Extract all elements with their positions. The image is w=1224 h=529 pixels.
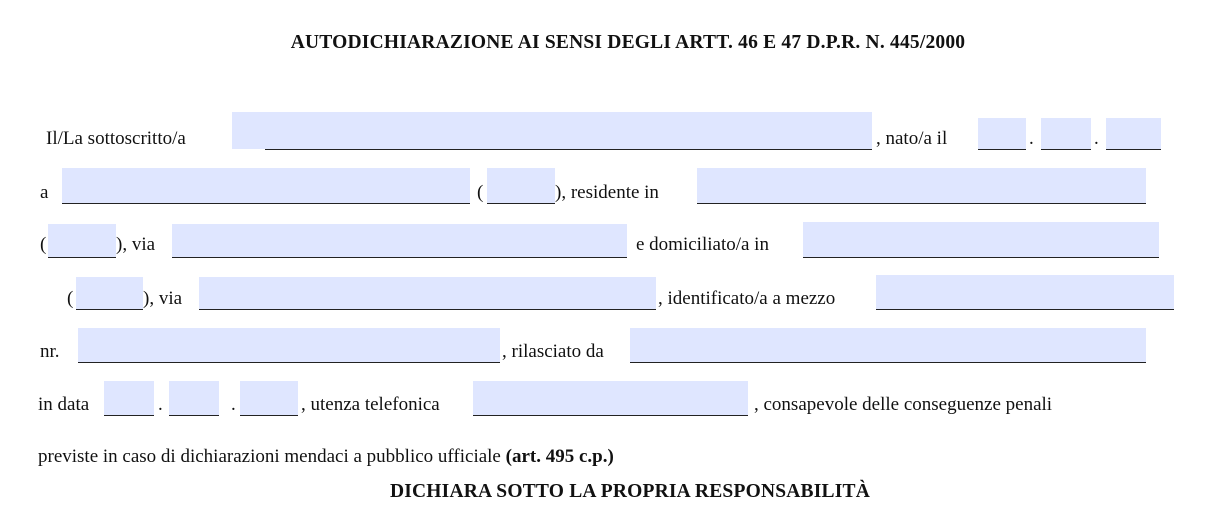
residence-city-field[interactable] [697,168,1146,203]
id-document-underline [876,309,1174,310]
label-in-data: in data [38,394,90,415]
id-number-underline [78,362,500,363]
residence-province-underline [48,257,116,258]
residence-street-underline [172,257,627,258]
date-separator: . [231,394,236,415]
name-underline [265,149,872,150]
birth-day-field[interactable] [978,118,1026,149]
residence-province-field[interactable] [48,224,116,257]
issue-day-field[interactable] [104,381,154,415]
issue-month-underline [169,415,219,416]
label-nato: , nato/a il [876,128,948,149]
label-nr: nr. [40,341,60,362]
phone-field[interactable] [473,381,748,415]
domicile-street-field[interactable] [199,277,656,309]
issue-year-field[interactable] [240,381,298,415]
birth-year-underline [1106,149,1161,150]
label-residente: ), residente in [555,182,659,203]
birth-place-field[interactable] [62,168,470,203]
label-rilasciato: , rilasciato da [502,341,604,362]
birth-day-underline [978,149,1026,150]
label-domiciliato: e domiciliato/a in [636,234,769,255]
page-title: AUTODICHIARAZIONE AI SENSI DEGLI ARTT. 46 E 47 D.P.R. N. 445/2000 [290,32,966,53]
id-number-field[interactable] [78,328,500,362]
residence-city-underline [697,203,1146,204]
birth-month-underline [1041,149,1091,150]
domicile-province-field[interactable] [76,277,143,309]
label-via: ), via [116,234,156,255]
label-a: a [40,182,49,203]
label-identificato: , identificato/a a mezzo [658,288,836,309]
birth-province-field[interactable] [487,168,555,203]
issued-by-field[interactable] [630,328,1146,362]
label-sottoscritto: Il/La sottoscritto/a [46,128,186,149]
domicile-city-underline [803,257,1159,258]
birth-place-underline [62,203,470,204]
residence-street-field[interactable] [172,224,627,257]
issue-day-underline [104,415,154,416]
label-utenza: , utenza telefonica [301,394,440,415]
label-via: ), via [143,288,183,309]
paren-open: ( [40,234,47,255]
birth-month-field[interactable] [1041,118,1091,149]
section-heading: DICHIARA SOTTO LA PROPRIA RESPONSABILITÀ [389,481,871,502]
declaration-text [38,445,614,469]
id-document-field[interactable] [876,275,1174,309]
phone-underline [473,415,748,416]
name-field[interactable] [232,112,872,149]
paren-open: ( [477,182,484,203]
date-separator: . [158,394,163,415]
date-separator: . [1094,128,1099,149]
domicile-province-underline [76,309,143,310]
article-reference: (art. 495 c.p.) [505,446,614,467]
paren-open: ( [67,288,74,309]
domicile-street-underline [199,309,656,310]
birth-province-underline [487,203,555,204]
declaration-text-regular: previste in caso di dichiarazioni mendaci a pubblico ufficiale [38,446,506,467]
label-consapevole: , consapevole delle conseguenze penali [754,394,1053,415]
issue-month-field[interactable] [169,381,219,415]
domicile-city-field[interactable] [803,222,1159,257]
birth-year-field[interactable] [1106,118,1161,149]
issued-by-underline [630,362,1146,363]
date-separator: . [1029,128,1034,149]
issue-year-underline [240,415,298,416]
